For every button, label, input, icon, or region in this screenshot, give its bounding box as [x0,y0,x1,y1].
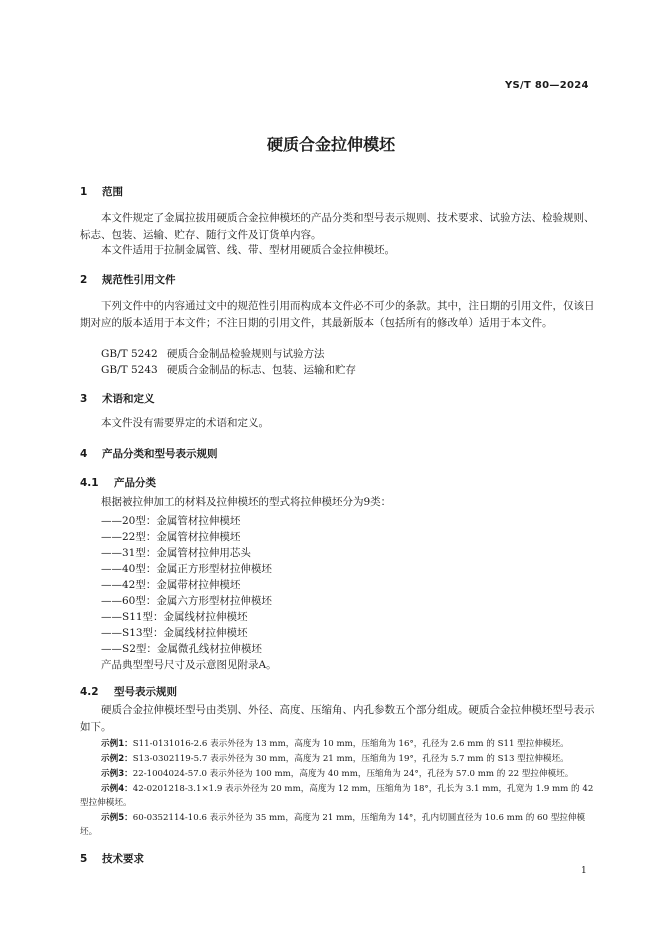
section-2-heading [80,272,176,287]
page-number: 1 [581,866,587,876]
section-number: 1 [80,186,88,198]
section-title: 范围 [102,186,123,198]
standard-number: YS/T 80—2024 [505,80,589,91]
section-2-paragraph-1: 下列文件中的内容通过文中的规范性引用而构成本文件必不可少的条款。其中，注日期的引用文件，仅该日期对应的版本适用于本文件；不注日期的引用文件，其最新版本（包括所有的修改单）适用于本文件。 [80,300,595,329]
list-item: ——60型：金属六方形型材拉伸模坯 [101,595,272,607]
reference-item [101,362,356,377]
model-rule-paragraph: 硬质合金拉伸模坯型号由类别、外径、高度、压缩角、内孔参数五个部分组成。硬质合金拉伸模坯型号表示如下。 [80,704,595,733]
example-text: 22-1004024-57.0 表示外径为 100 mm，高度为 40 mm，压缩角为 24°，孔径为 57.0 mm 的 22 型拉伸模坯。 [132,769,574,779]
section-title: 产品分类和型号表示规则 [102,448,218,460]
section-5-heading [80,851,144,866]
section-title: 技术要求 [102,853,144,865]
section-number: 4.2 [80,686,99,698]
example-text: S13-0302119-5.7 表示外径为 30 mm，高度为 21 mm，压缩角为 19°，孔径为 5.7 mm 的 S13 型拉伸模坯。 [132,754,569,764]
reference-title: 硬质合金制品的标志、包装、运输和贮存 [167,364,356,376]
section-number: 2 [80,274,88,286]
example-label: 示例2： [101,754,133,764]
example-5 [80,812,600,839]
reference-code: GB/T 5243 [101,364,158,376]
list-item: ——S2型：金属微孔线材拉伸模坯 [101,643,262,655]
subsection-4-1-heading [80,475,156,490]
example-3 [80,768,600,782]
section-3-paragraph-1: 本文件没有需要界定的术语和定义。 [101,417,269,429]
reference-code: GB/T 5242 [101,348,158,360]
example-label: 示例3： [101,769,133,779]
classification-intro: 根据被拉伸加工的材料及拉伸模坯的型式将拉伸模坯分为9类： [101,496,392,508]
section-1-paragraph-1: 本文件规定了金属拉拔用硬质合金拉伸模坯的产品分类和型号表示规则、技术要求、试验方法、检验规则、标志、包装、运输、贮存、随行文件及订货单内容。 [80,212,595,241]
section-4-heading [80,446,218,461]
list-item: ——20型：金属管材拉伸模坯 [101,515,241,527]
list-item: ——42型：金属带材拉伸模坯 [101,579,241,591]
example-4 [80,783,600,810]
subsection-4-2-heading [80,684,177,699]
section-1-paragraph-2: 本文件适用于拉制金属管、线、带、型材用硬质合金拉伸模坯。 [101,244,395,256]
example-text: 60-0352114-10.6 表示外径为 35 mm，高度为 21 mm，压缩角为 14°，孔内切圆直径为 10.6 mm 的 60 型拉伸模坯。 [80,813,586,837]
section-number: 4 [80,448,88,460]
list-item: ——40型：金属正方形型材拉伸模坯 [101,563,272,575]
reference-item [101,346,325,361]
reference-title: 硬质合金制品检验规则与试验方法 [167,348,325,360]
example-text: S11-0131016-2.6 表示外径为 13 mm，高度为 10 mm，压缩角为 16°，孔径为 2.6 mm 的 S11 型拉伸模坯。 [132,739,569,749]
section-1-heading [80,184,123,199]
list-item: ——22型：金属管材拉伸模坯 [101,531,241,543]
document-title: 硬质合金拉伸模坯 [266,135,395,154]
example-label: 示例1： [101,739,133,749]
section-number: 4.1 [80,477,99,489]
list-item: ——31型：金属管材拉伸用芯头 [101,547,251,559]
example-label: 示例5： [101,813,133,823]
example-text: 42-0201218-3.1×1.9 表示外径为 20 mm，高度为 12 mm，压缩角为 18°，孔长为 3.1 mm，孔宽为 1.9 mm 的 42 型拉伸模坯。 [80,784,594,808]
classification-outro: 产品典型型号尺寸及示意图见附录A。 [101,659,277,671]
example-label: 示例4： [101,784,133,794]
section-title: 规范性引用文件 [102,274,176,286]
section-title: 术语和定义 [102,393,155,405]
section-number: 3 [80,393,88,405]
section-title: 型号表示规则 [114,686,177,698]
example-1 [80,738,600,752]
list-item: ——S11型：金属线材拉伸模坯 [101,611,248,623]
example-2 [80,753,600,767]
section-number: 5 [80,853,88,865]
section-3-heading [80,391,155,406]
section-title: 产品分类 [114,477,156,489]
list-item: ——S13型：金属线材拉伸模坯 [101,627,248,639]
